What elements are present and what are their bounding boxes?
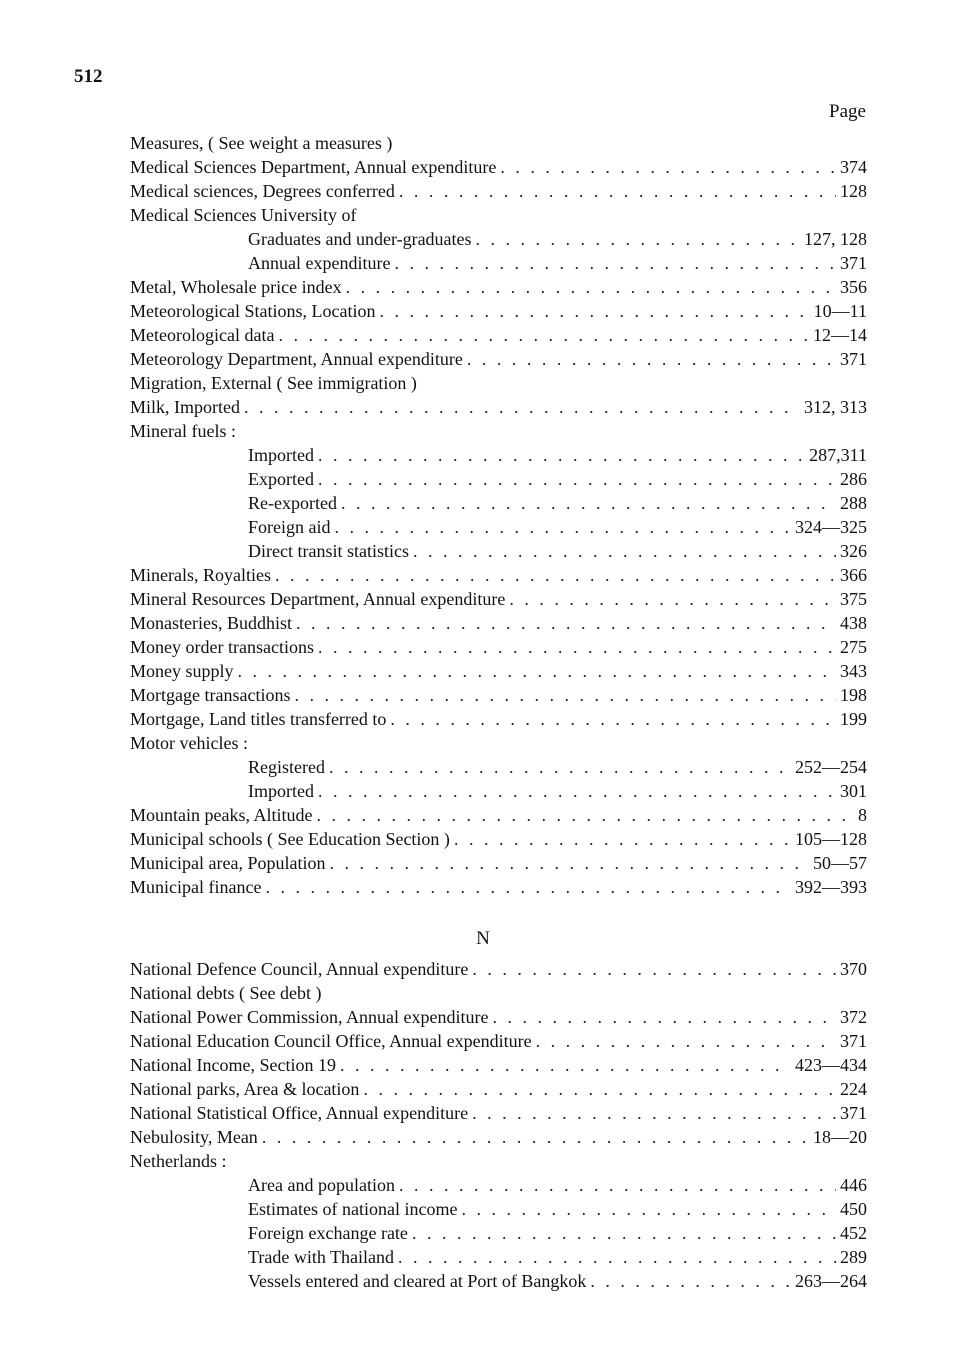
index-entry-text: Metal, Wholesale price index [130,277,342,297]
index-entry-text: Registered [248,757,325,777]
index-entry [130,1245,867,1269]
index-entry-text: Graduates and under-graduates [248,229,472,249]
dot-leader [379,299,809,323]
index-entry-page: 312, 313 [804,397,867,417]
index-entry [130,227,867,251]
dot-leader [454,827,791,851]
index-entry [130,635,867,659]
index-entry [130,1125,867,1149]
dot-leader [238,659,837,683]
dot-leader [500,155,836,179]
index-entry-page: 324—325 [795,517,867,537]
index-entry-text: Milk, Imported [130,397,240,417]
index-entry [130,587,867,611]
index-entry-page: 370 [840,959,867,979]
index-entry-page: 301 [840,781,867,801]
index-entry-text: Municipal finance [130,877,262,897]
index-entry-text: Meteorological data [130,325,275,345]
dot-leader [363,1077,836,1101]
index-entry-text: Municipal area, Population [130,853,326,873]
index-entry [130,395,867,419]
index-entry-page: 289 [840,1247,867,1267]
index-entry-text: Meteorology Department, Annual expenditure [130,349,463,369]
index-entry [130,851,867,875]
dot-leader [296,611,836,635]
index-entry-page: 10—11 [813,301,867,321]
index-entry-text: Mineral fuels : [130,421,236,441]
index-entry-page: 392—393 [795,877,867,897]
dot-leader [278,323,809,347]
index-entry [130,707,867,731]
index-entry [130,467,867,491]
dot-leader [244,395,800,419]
dot-leader [316,803,854,827]
dot-leader [318,467,836,491]
index-entry-page: 371 [840,1103,867,1123]
index-entry-text: Medical Sciences Department, Annual expenditure [130,157,497,177]
index-entry-page: 287,311 [809,445,867,465]
dot-leader [318,635,836,659]
index-entry [130,803,867,827]
index-entry-text: Mortgage, Land titles transferred to [130,709,387,729]
index-entry-text: National parks, Area & location [130,1079,360,1099]
index-entry [130,731,867,755]
index-entry-text: Meteorological Stations, Location [130,301,376,321]
index-entry [130,347,867,371]
index-entry-text: Measures, ( See weight a measures ) [130,133,393,153]
index-entry-page: 275 [840,637,867,657]
index-entry-text: Minerals, Royalties [130,565,271,585]
index-entry-text: National Power Commission, Annual expenditure [130,1007,489,1027]
index-entry [130,755,867,779]
section-letter-n: N [476,928,490,949]
index-entry [130,371,867,395]
index-entry-page: 375 [840,589,867,609]
dot-leader [461,1197,836,1221]
index-entry [130,443,867,467]
dot-leader [412,1221,836,1245]
index-entry-text: Netherlands : [130,1151,227,1171]
index-entry-page: 286 [840,469,867,489]
dot-leader [476,227,800,251]
index-entry-text: Re-exported [248,493,337,513]
index-entry-page: 372 [840,1007,867,1027]
index-entry-text: Foreign exchange rate [248,1223,408,1243]
index-entry [130,203,867,227]
index-entry [130,515,867,539]
dot-leader [341,491,836,515]
index-entry [130,563,867,587]
index-entry [130,179,867,203]
dot-leader [472,957,836,981]
index-entry [130,539,867,563]
index-entry [130,1077,867,1101]
index-entry-text: Mortgage transactions [130,685,291,705]
index-entry [130,957,867,981]
index-entry-text: National Defence Council, Annual expenditure [130,959,469,979]
index-entry-page: 263—264 [795,1271,867,1291]
index-entry-page: 128 [840,181,867,201]
index-entry-text: National debts ( See debt ) [130,983,322,1003]
index-entry-text: National Education Council Office, Annual expenditure [130,1031,532,1051]
index-entry-page: 371 [840,349,867,369]
index-entry-text: Vessels entered and cleared at Port of Bangkok [248,1271,587,1291]
dot-leader [509,587,836,611]
index-entry-page: 371 [840,253,867,273]
index-entry-text: Nebulosity, Mean [130,1127,258,1147]
index-entry-text: Imported [248,445,314,465]
dot-leader [340,1053,791,1077]
index-entry-page: 371 [840,1031,867,1051]
index-entry [130,419,867,443]
index-entry [130,323,867,347]
index-entry-text: Monasteries, Buddhist [130,613,292,633]
dot-leader [275,563,836,587]
index-entry-page: 423—434 [795,1055,867,1075]
dot-leader [472,1101,836,1125]
dot-leader [398,1245,836,1269]
dot-leader [413,539,836,563]
index-entry [130,1053,867,1077]
index-entry-text: Medical sciences, Degrees conferred [130,181,395,201]
dot-leader [329,851,809,875]
index-entry [130,659,867,683]
index-entry [130,491,867,515]
index-entry-page: 374 [840,157,867,177]
index-entry [130,155,867,179]
index-entry-text: Money order transactions [130,637,314,657]
index-entry-page: 105—128 [795,829,867,849]
index-entry-text: Imported [248,781,314,801]
index-entry-page: 343 [840,661,867,681]
index-entry [130,779,867,803]
index-entry-page: 252—254 [795,757,867,777]
page-column-label: Page [829,101,866,122]
index-entry [130,251,867,275]
dot-leader [399,1173,836,1197]
index-entry [130,981,867,1005]
index-entry [130,1005,867,1029]
index-entry-text: Trade with Thailand [248,1247,394,1267]
index-entry-page: 326 [840,541,867,561]
index-entry-text: Mineral Resources Department, Annual expenditure [130,589,506,609]
index-entry-page: 127, 128 [804,229,867,249]
index-entry-text: National Statistical Office, Annual expenditure [130,1103,469,1123]
index-entry [130,1197,867,1221]
dot-leader [346,275,836,299]
index-entry-text: Mountain peaks, Altitude [130,805,313,825]
index-entry-page: 438 [840,613,867,633]
index-entry-text: Exported [248,469,314,489]
dot-leader [492,1005,836,1029]
index-entry [130,299,867,323]
index-entry [130,683,867,707]
index-entry-page: 18—20 [813,1127,867,1147]
dot-leader [329,755,791,779]
index-entry-text: Motor vehicles : [130,733,248,753]
index-entry-text: National Income, Section 19 [130,1055,336,1075]
dot-leader [394,251,836,275]
index-entry-page: 288 [840,493,867,513]
index-entry-page: 198 [840,685,867,705]
m-index-section [130,131,867,899]
index-entry [130,827,867,851]
index-entry-page: 8 [858,805,867,825]
dot-leader [467,347,836,371]
index-entry [130,1029,867,1053]
dot-leader [399,179,836,203]
index-entry-page: 452 [840,1223,867,1243]
dot-leader [262,1125,809,1149]
index-entry [130,1269,867,1293]
index-entry [130,1149,867,1173]
index-entry-text: Annual expenditure [248,253,391,273]
index-entry-page: 50—57 [813,853,867,873]
index-entry-text: Money supply [130,661,234,681]
n-index-section [130,957,867,1293]
index-entry [130,131,867,155]
dot-leader [390,707,836,731]
index-entry-page: 199 [840,709,867,729]
index-entry-text: Migration, External ( See immigration ) [130,373,417,393]
index-entry [130,275,867,299]
index-entry [130,1221,867,1245]
index-entry-page: 366 [840,565,867,585]
dot-leader [318,443,805,467]
index-entry-page: 356 [840,277,867,297]
index-entry-page: 12—14 [813,325,867,345]
dot-leader [294,683,836,707]
index-entry-page: 450 [840,1199,867,1219]
index-entry-text: Foreign aid [248,517,331,537]
dot-leader [536,1029,836,1053]
index-entry-text: Estimates of national income [248,1199,458,1219]
index-entry [130,1173,867,1197]
index-entry [130,1101,867,1125]
index-entry [130,611,867,635]
index-entry-text: Medical Sciences University of [130,205,357,225]
dot-leader [318,779,836,803]
index-entry-page: 446 [840,1175,867,1195]
dot-leader [265,875,791,899]
index-entry [130,875,867,899]
dot-leader [335,515,792,539]
index-entry-text: Direct transit statistics [248,541,409,561]
dot-leader [590,1269,791,1293]
page-number: 512 [74,66,103,87]
index-entry-text: Municipal schools ( See Education Section ) [130,829,450,849]
index-entry-text: Area and population [248,1175,395,1195]
index-entry-page: 224 [840,1079,867,1099]
